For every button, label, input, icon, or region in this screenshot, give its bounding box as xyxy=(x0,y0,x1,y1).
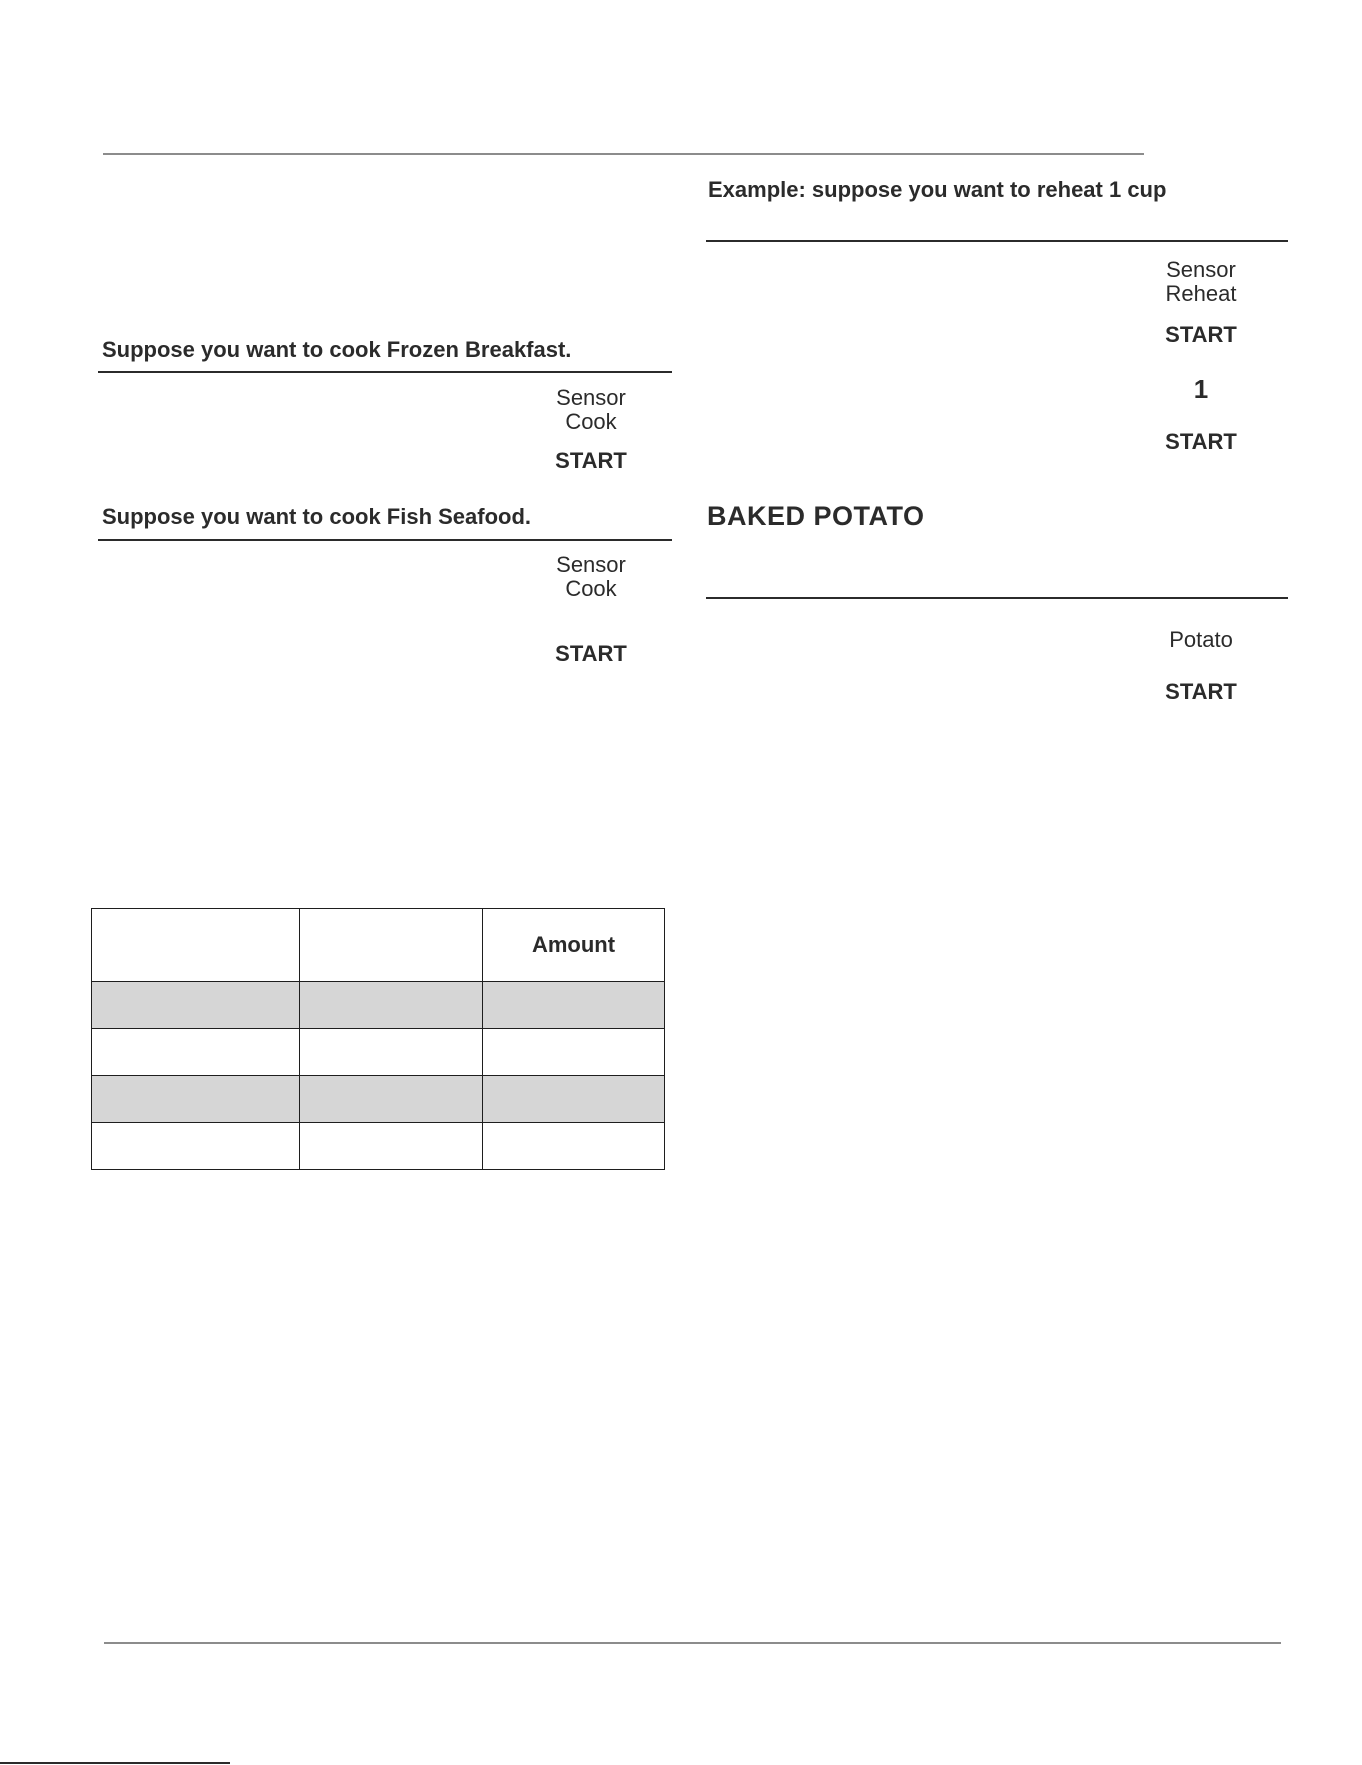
fish-seafood-rule xyxy=(98,539,672,541)
table-cell xyxy=(483,1123,665,1170)
top-rule xyxy=(103,153,1144,155)
sensor-reheat-key: Sensor Reheat xyxy=(1165,257,1237,306)
table-cell xyxy=(300,1029,483,1076)
frozen-breakfast-start-key: START xyxy=(555,448,627,473)
table-cell xyxy=(92,1076,300,1123)
fish-seafood-heading: Suppose you want to cook Fish Seafood. xyxy=(102,504,532,529)
number-1-key: 1 xyxy=(1193,374,1209,404)
table-row xyxy=(92,1123,665,1170)
table-header-row xyxy=(92,909,665,982)
table-cell xyxy=(92,1123,300,1170)
table-header-amount: Amount xyxy=(483,909,665,982)
table-cell xyxy=(483,982,665,1029)
bottom-rule xyxy=(104,1642,1281,1644)
baked-potato-rule xyxy=(706,597,1288,599)
table-cell xyxy=(300,1123,483,1170)
frozen-breakfast-heading: Suppose you want to cook Frozen Breakfast. xyxy=(102,337,572,362)
reheat-example-rule xyxy=(706,240,1288,242)
table-cell xyxy=(92,1029,300,1076)
table-header-cell xyxy=(300,909,483,982)
table-cell xyxy=(92,982,300,1029)
table-row xyxy=(92,1029,665,1076)
potato-key: Potato xyxy=(1169,627,1233,652)
potato-start-key: START xyxy=(1165,679,1237,704)
page-corner-mark xyxy=(0,1762,230,1764)
table-cell xyxy=(483,1029,665,1076)
frozen-breakfast-rule xyxy=(98,371,672,373)
table-row xyxy=(92,1076,665,1123)
table-cell xyxy=(483,1076,665,1123)
baked-potato-title: BAKED POTATO xyxy=(707,501,925,531)
fish-seafood-start-key: START xyxy=(555,641,627,666)
table-row xyxy=(92,982,665,1029)
amount-table xyxy=(91,908,665,1170)
table-header-cell xyxy=(92,909,300,982)
table-cell xyxy=(300,982,483,1029)
table-cell xyxy=(300,1076,483,1123)
sensor-cook-key-2: Sensor Cook xyxy=(556,552,626,601)
sensor-cook-key-1: Sensor Cook xyxy=(556,385,626,434)
reheat-start-key-1: START xyxy=(1165,322,1237,347)
reheat-start-key-2: START xyxy=(1165,429,1237,454)
reheat-example-heading: Example: suppose you want to reheat 1 cup xyxy=(708,177,1167,202)
